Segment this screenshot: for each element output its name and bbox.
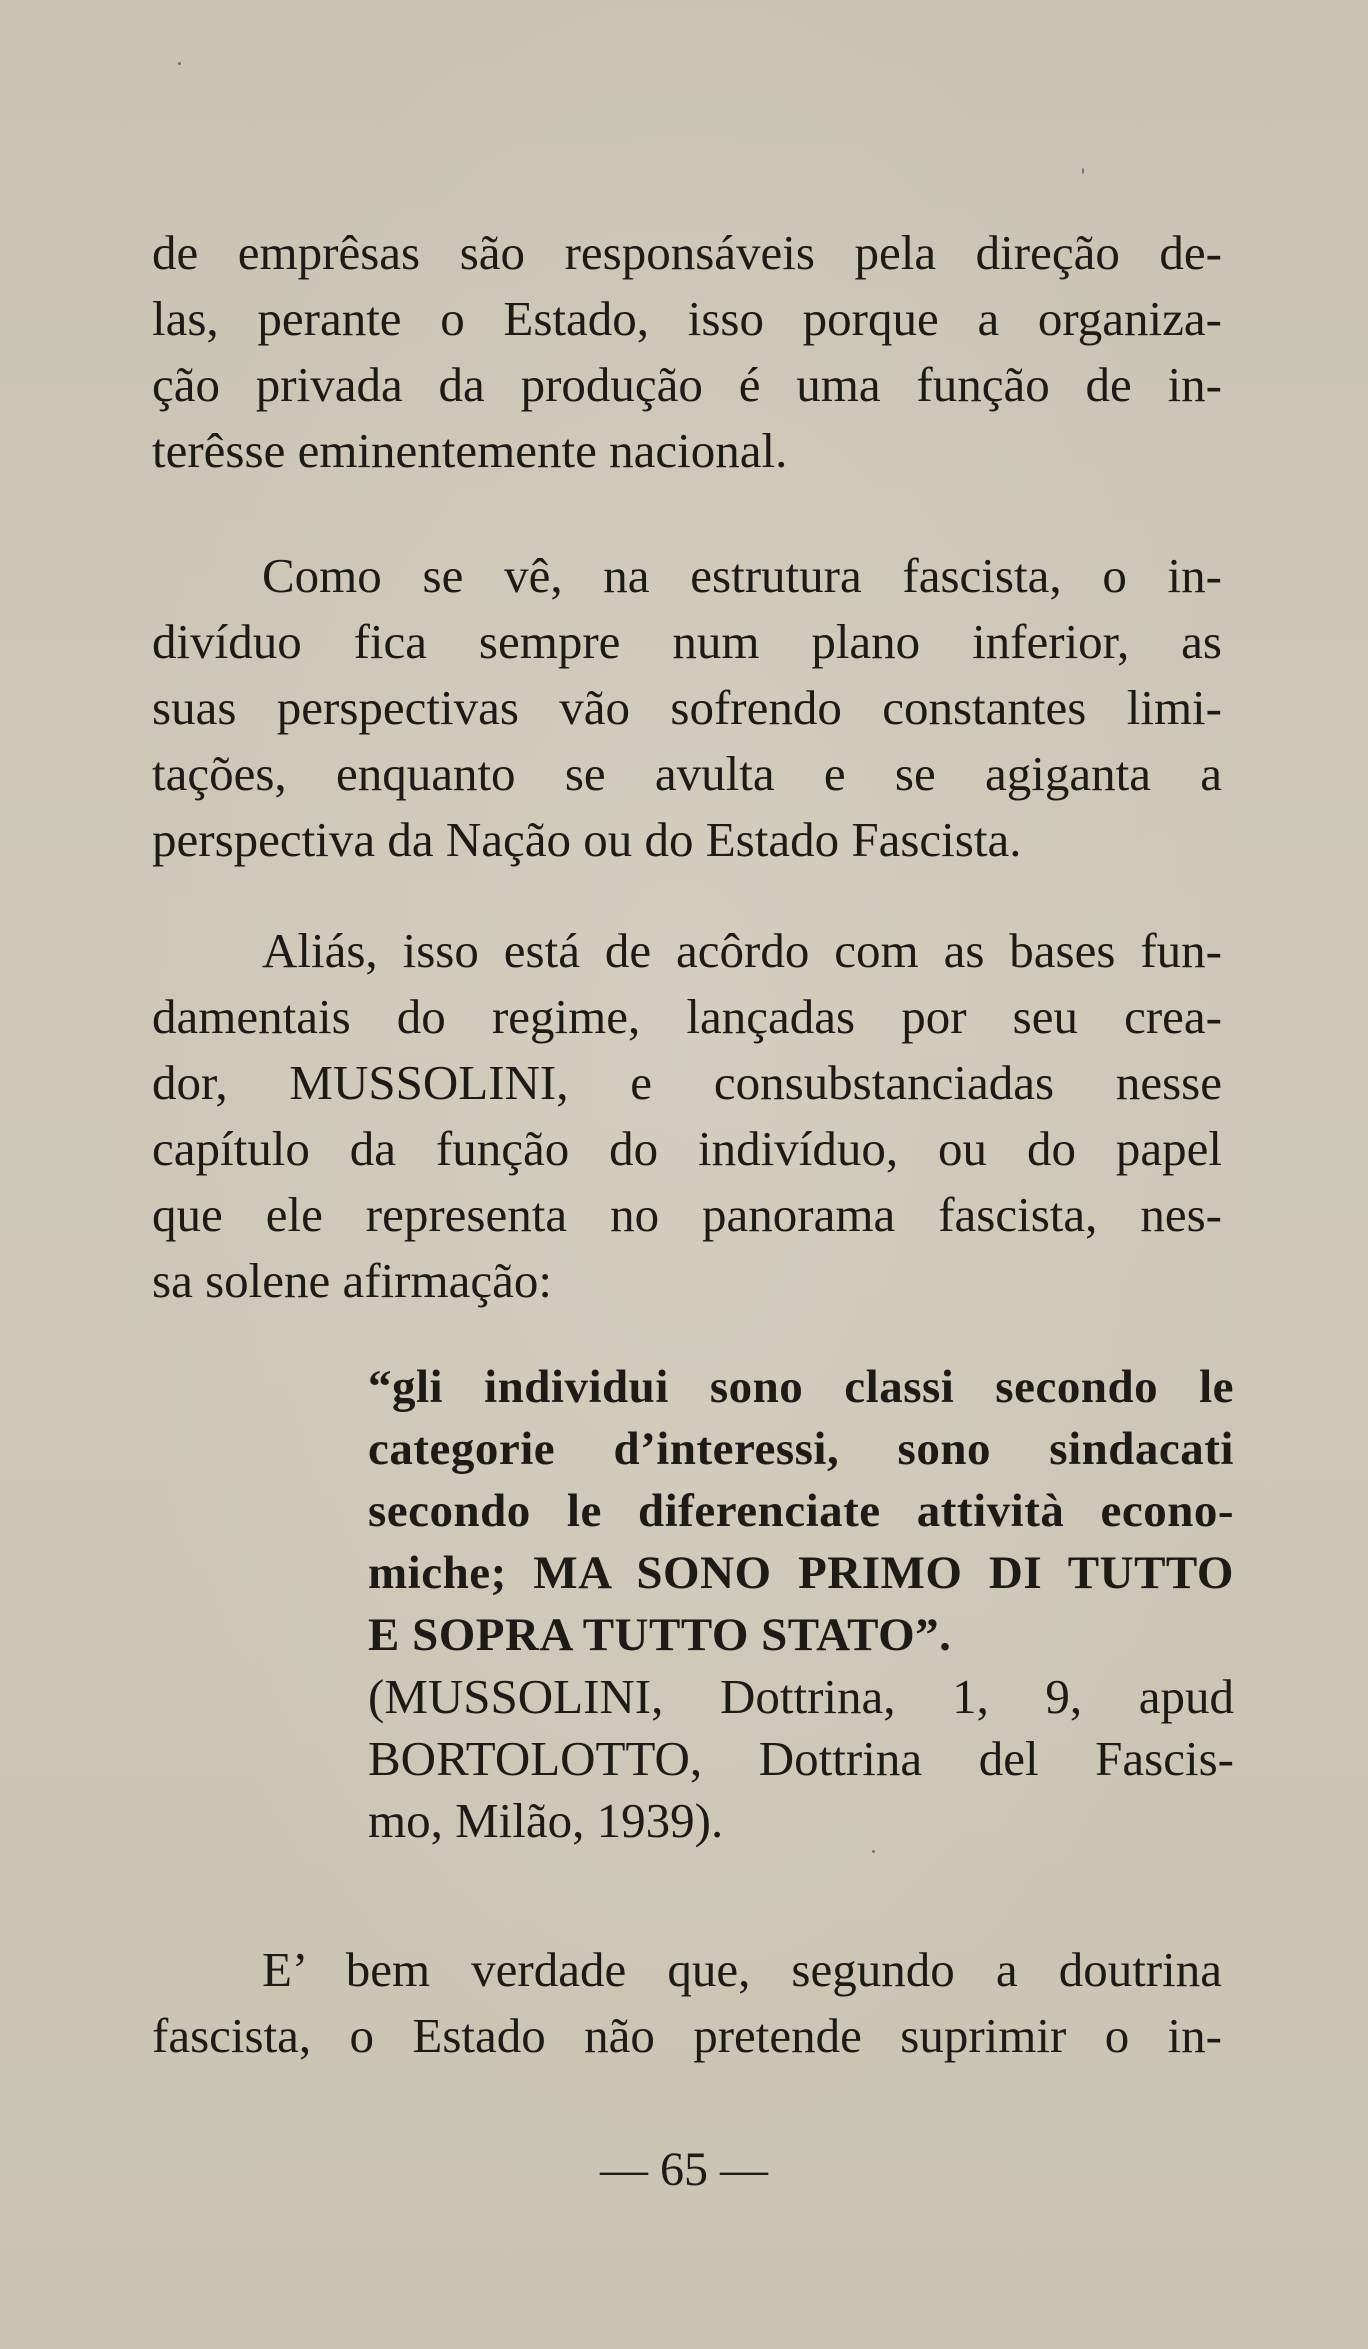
text-line: tações, enquanto se avulta e se agiganta a <box>152 746 1222 801</box>
citation-line: (MUSSOLINI, Dottrina, 1, 9, apud <box>368 1669 1234 1724</box>
text-line: fascista, o Estado não pretende suprimir o in- <box>152 2008 1222 2063</box>
quote-line: “gli individui sono classi secondo le <box>368 1361 1234 1413</box>
text-line: perspectiva da Nação ou do Estado Fascista. <box>152 812 1022 867</box>
text-line: sa solene afirmação: <box>152 1253 552 1308</box>
paragraph-3 <box>152 918 1222 1314</box>
paragraph-4 <box>152 1937 1222 2069</box>
citation-line: BORTOLOTTO, Dottrina del Fascis- <box>368 1731 1234 1786</box>
paper-speck <box>178 62 181 65</box>
text-line: de emprêsas são responsáveis pela direção de- <box>152 225 1222 280</box>
paragraph-2 <box>152 543 1222 873</box>
text-line: las, perante o Estado, isso porque a organiza- <box>152 291 1222 346</box>
page-number: — 65 — <box>600 2143 768 2196</box>
block-quote <box>368 1356 1234 1852</box>
text-line: Aliás, isso está de acôrdo com as bases fun- <box>262 923 1222 978</box>
citation-line: mo, Milão, 1939). <box>368 1793 724 1848</box>
quote-line: categorie d’interessi, sono sindacati <box>368 1423 1234 1475</box>
paragraph-1 <box>152 220 1222 484</box>
text-line: divíduo fica sempre num plano inferior, as <box>152 614 1222 669</box>
quote-line: miche; MA SONO PRIMO DI TUTTO <box>368 1547 1234 1599</box>
text-line: capítulo da função do indivíduo, ou do papel <box>152 1121 1222 1176</box>
text-line: E’ bem verdade que, segundo a doutrina <box>262 1942 1222 1997</box>
text-line: ção privada da produção é uma função de in- <box>152 357 1222 412</box>
text-line: que ele representa no panorama fascista, nes- <box>152 1187 1222 1242</box>
text-line: suas perspectivas vão sofrendo constantes limi- <box>152 680 1222 735</box>
text-line: Como se vê, na estrutura fascista, o in- <box>262 548 1222 603</box>
paper-speck <box>1082 168 1084 174</box>
quote-line: secondo le diferenciate attività econo- <box>368 1485 1234 1537</box>
text-line: damentais do regime, lançadas por seu crea- <box>152 989 1222 1044</box>
text-line: terêsse eminentemente nacional. <box>152 423 788 478</box>
quote-line: E SOPRA TUTTO STATO”. <box>368 1609 952 1661</box>
text-line: dor, MUSSOLINI, e consubstanciadas nesse <box>152 1055 1222 1110</box>
